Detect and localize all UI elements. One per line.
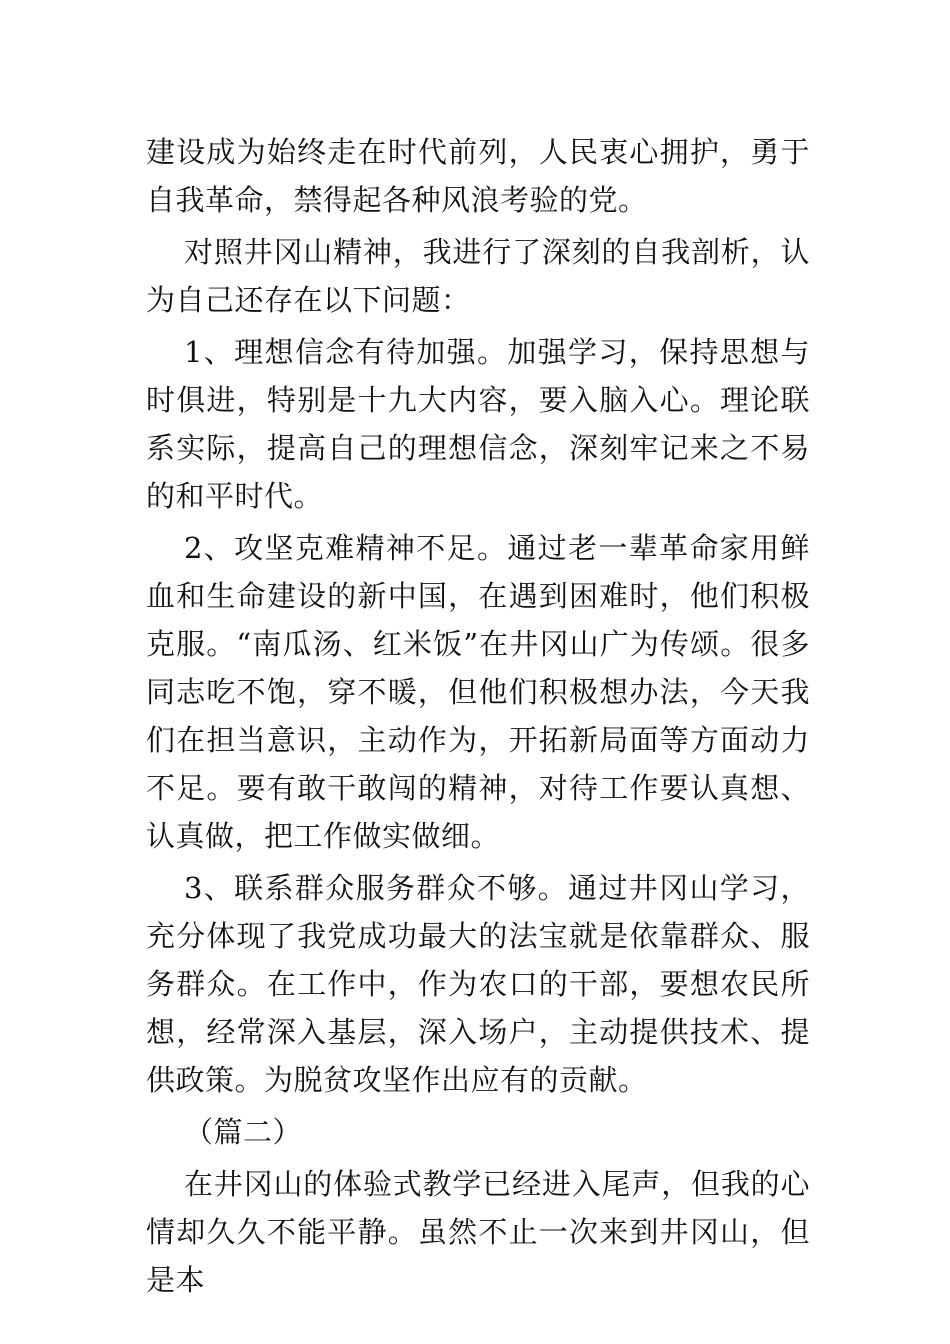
paragraph-item-1: 1、理想信念有待加强。加强学习，保持思想与时俱进，特别是十九大内容，要入脑入心。理论联系实际，提高自己的理想信念，深刻牢记来之不易的和平时代。 xyxy=(146,335,810,513)
paragraph-self-analysis: 对照井冈山精神，我进行了深刻的自我剖析，认为自己还存在以下问题： xyxy=(146,235,810,317)
document-body xyxy=(146,128,810,1308)
paragraph-item-2: 2、攻坚克难精神不足。通过老一辈革命家用鲜血和生命建设的新中国，在遇到困难时，他们积极克服。“南瓜汤、红米饭”在井冈山广为传颂。很多同志吃不饱，穿不暖，但他们积极想办法，今天我们在担当意识，主动作为，开拓新局面等方面动力不足。要有敢干敢闯的精神，对待工作要认真想、认真做，把工作做实做细。 xyxy=(146,531,810,853)
paragraph-item-3: 3、联系群众服务群众不够。通过井冈山学习，充分体现了我党成功最大的法宝就是依靠群众、服务群众。在工作中，作为农口的干部，要想农民所想，经常深入基层，深入场户，主动提供技术、提供政策。为脱贫攻坚作出应有的贡献。 xyxy=(146,871,810,1097)
paragraph-continuation: 建设成为始终走在时代前列，人民衷心拥护，勇于自我革命，禁得起各种风浪考验的党。 xyxy=(146,135,810,217)
paragraph-part-two-intro: 在井冈山的体验式教学已经进入尾声，但我的心情却久久不能平静。虽然不止一次来到井冈山，但是本 xyxy=(146,1167,810,1297)
section-heading: （篇二） xyxy=(184,1115,303,1149)
